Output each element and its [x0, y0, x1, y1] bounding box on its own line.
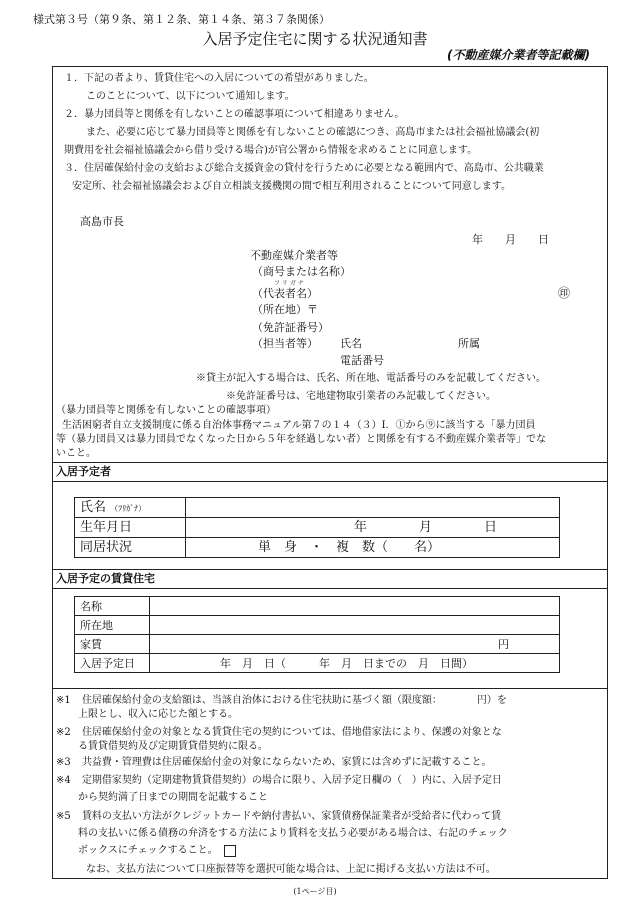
footnote-line: から契約満了日までの期間を記載すること: [78, 792, 268, 803]
footnote-mark: ※4: [56, 775, 71, 786]
housing-table: [74, 596, 560, 673]
page-title: 入居予定住宅に関する状況通知書: [202, 30, 428, 48]
final-note: なお、支払方法について口座振替等を選択可能な場合は、上記に掲げる支払い方法は不可。: [86, 864, 496, 875]
divider: [52, 569, 608, 570]
confirmation-line-3: いこと。: [56, 448, 96, 459]
movein-date-field[interactable]: 年 月 日（ 年 月 日までの 月 日間）: [150, 654, 560, 673]
payment-method-checkbox[interactable]: [224, 845, 236, 857]
footnote-line: る賃貸借契約及び定期賃貸借契約に限る。: [78, 741, 268, 752]
representative-label: （代表者名）: [252, 287, 318, 300]
paragraph-2b: また、必要に応じて暴力団員等と関係を有しないことの確認につき、高島市または社会福祉協議会(初: [86, 127, 540, 138]
property-address-label: 所在地: [75, 616, 150, 635]
divider: [52, 462, 608, 463]
footnote-line: 定期借家契約（定期建物賃貸借契約）の場合に限り、入居予定日欄の（ ）内に、入居予定日: [81, 775, 502, 786]
table-row: [75, 518, 560, 538]
footnote-line: 住居確保給付金の支給額は、当該自治体における住宅扶助に基づく額（限度額： 円）を: [81, 695, 507, 706]
footnote-4: [56, 772, 604, 806]
table-row: [75, 538, 560, 558]
property-name-field[interactable]: [150, 597, 560, 616]
tenant-section-heading: 入居予定者: [56, 465, 111, 478]
tenant-name-field[interactable]: [186, 498, 560, 518]
license-label: （免許証番号）: [252, 321, 329, 334]
footnote-line: 住居確保給付金の対象となる賃貸住宅の契約については、借地借家法により、保護の対象とな: [81, 727, 502, 738]
divider: [52, 588, 608, 589]
birthdate-label: 生年月日: [75, 518, 186, 538]
table-row: [75, 654, 560, 673]
page-number: (1ページ目): [293, 887, 337, 896]
person-label: （担当者等）: [252, 337, 318, 350]
paragraph-2a: ２．暴力団員等と関係を有しないことの確認事項について相違ありません。: [64, 109, 405, 120]
furigana-label: フ リ ガ ナ: [274, 280, 304, 287]
footnote-3: [56, 756, 604, 770]
household-field[interactable]: 単 身 ・ 複 数（ 名）: [186, 538, 560, 558]
confirmation-line-1: 生活困窮者自立支援制度に係る自治体事務マニュアル第７の１４（３）Ⅰ．①から⑨に該当する「暴力団員: [62, 420, 536, 431]
paragraph-2c: 期費用を社会福祉協議会から借り受ける場合)が官公署から情報を求めることに同意します。: [64, 145, 478, 156]
footnote-mark: ※2: [56, 727, 71, 738]
table-row: [75, 616, 560, 635]
addressee: 高島市長: [80, 215, 124, 228]
confirmation-heading: （暴力団員等と関係を有しないことの確認事項）: [56, 405, 276, 416]
paragraph-3a: ３．住居確保給付金の支給および総合支援資金の貸付を行うために必要となる範囲内で、高島市、公共職業: [64, 163, 544, 174]
agent-heading: 不動産媒介業者等: [250, 249, 338, 262]
trade-name-label: （商号または名称）: [252, 265, 351, 278]
person-name-label: 氏名: [340, 337, 362, 350]
department-label: 所属: [458, 337, 480, 350]
license-note: ※免許証番号は、宅地建物取引業者のみ記載してください。: [226, 391, 496, 402]
footnote-line: 料の支払いに係る債務の弁済をする方法により賃料を支払う必要がある場合は、右記のチェック: [78, 828, 508, 839]
housing-section-heading: 入居予定の賃貸住宅: [56, 572, 155, 585]
footnote-2: [56, 726, 604, 754]
rent-label: 家賃: [75, 635, 150, 654]
footnote-1: [56, 694, 604, 722]
property-address-field[interactable]: [150, 616, 560, 635]
footnote-line: 賃料の支払い方法がクレジットカードや納付書払い、家賃債務保証業者が受給者に代わって賃: [81, 811, 502, 822]
divider: [52, 688, 608, 689]
footnote-line: 共益費・管理費は住居確保給付金の対象にならないため、家賃には含めずに記載すること。: [81, 757, 492, 768]
seal-mark: ㊞: [558, 286, 571, 300]
footnote-line: 上限とし、収入に応じた額とする。: [78, 709, 238, 720]
paragraph-3b: 安定所、社会福祉協議会および自立相談支援機関の間で相互利用されることについて同意します。: [72, 181, 511, 192]
property-name-label: 名称: [75, 597, 150, 616]
footnote-mark: ※5: [56, 811, 71, 822]
confirmation-line-2: 等（暴力団員又は暴力団員でなくなった日から５年を経過しない者）と関係を有する不動産媒介業者等」でな: [56, 434, 546, 445]
date-field[interactable]: 年 月 日: [472, 233, 549, 246]
paragraph-1b: このことについて、以下について通知します。: [86, 91, 295, 102]
table-row: [75, 498, 560, 518]
address-label: （所在地）〒: [252, 303, 318, 316]
footnote-mark: ※1: [56, 695, 71, 706]
footnote-line: ボックスにチェックすること。: [78, 845, 218, 856]
tenant-name-label: 氏名 （ﾌﾘｶﾞﾅ）: [75, 498, 186, 518]
table-row: [75, 597, 560, 616]
birthdate-field[interactable]: 年 月 日: [186, 518, 560, 538]
subtitle: (不動産媒介業者等記載欄): [447, 48, 590, 62]
footnote-mark: ※3: [56, 757, 71, 768]
movein-date-label: 入居予定日: [75, 654, 150, 673]
footnote-5: [56, 808, 604, 859]
landlord-note: ※貸主が記入する場合は、氏名、所在地、電話番号のみを記載してください。: [196, 373, 546, 384]
phone-label: 電話番号: [340, 354, 384, 367]
paragraph-1a: １．下記の者より、賃貸住宅への入居についての希望がありました。: [64, 73, 374, 84]
rent-field[interactable]: 円: [150, 635, 560, 654]
form-number: 様式第３号（第９条、第１２条、第１４条、第３７条関係）: [33, 13, 330, 26]
table-row: [75, 635, 560, 654]
divider: [52, 481, 608, 482]
tenant-table: [74, 497, 560, 558]
household-label: 同居状況: [75, 538, 186, 558]
